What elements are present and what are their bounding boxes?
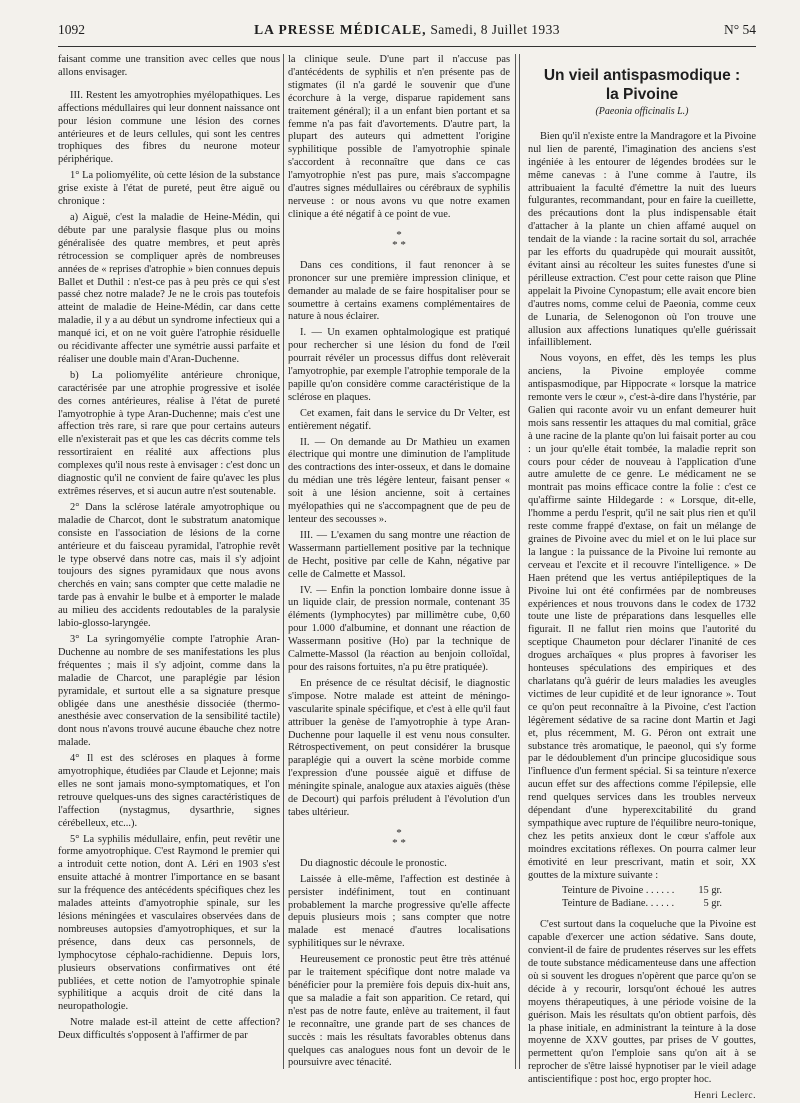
paragraph: 2° Dans la sclérose latérale amyotrophique ou maladie de Charcot, dont le substratum anatomique consiste en l'association de lésions de la corne antérieure et du faisceau pyramidal, l'atrophie revêt le type observé dans notre cas, mais il s'y adjoint toujours des signes pyramidaux que nous avons cherchés en vain; sans compter que cette maladie ne tarde pas à envahir le bulbe et à emporter le malade au milieu des accidents redoutables de la paralysie labio-glosso-laryngée.	[58, 501, 280, 630]
prescription	[562, 885, 722, 911]
paragraph: Du diagnostic découle le pronostic.	[300, 857, 447, 869]
header-rule	[58, 46, 756, 47]
column-left	[58, 54, 280, 1070]
journal-title	[118, 22, 696, 38]
paragraph: II. — On demande au Dr Mathieu un examen électrique qui montre une diminution de l'amplitude des contractions des inter-osseux, et dans le domaine du médian une très légère lenteur, faisant penser « soit à une lésion ancienne, soit à certaines myélopathies qui ne s'accompagnent que de peu de lenteur des secousses ».	[288, 436, 510, 525]
paragraph: Nous voyons, en effet, dès les temps les plus anciens, la Pivoine employée comme antispasmodique, par Hippocrate « lorsque la matrice remonte vers le cœur », c'est-à-dire dans l'hystérie, par Galien qui raconte avoir vu un enfant demeurer huit mois sans ressentir les attaques du mal comitial, grâce à une racine de la plante qu'on lui faisait porter au cou : un jour qu'elle était tombée, la maladie reprit son cours pour céder de nouveau à l'application d'une autre amulette de ce genre. Le médicament ne se montrait pas moins efficace contre la folie : c'est ce qu'affirme sainte Hildegarde : « Lorsque, dit-elle, l'homme a perdu l'esprit, qu'il ne sait plus rien et qu'il reste comme frappé d'extase, on fait un mélange de graines de Pivoine avec du miel et on le lui place sur la langue : la puissance de la Pivoine lui remonte au cerveau et l'excite et il recouvre l'intelligence. » De Haen prétend que les vertus antiépileptiques de la Pivoine lui ont été confirmées par de nombreuses expériences et nous trouvons dans le codex de 1732 toute une liste de préparations dans lesquelles elle figurait. Il ne fallut rien moins que l'autorité du sceptique Chaumeton pour déclarer l'inanité de ces drogues archaïques « plus propres à favoriser les honteuses spéculations des empiriques et des charlatans qu'à guérir de leurs maladies les aveugles victimes de leur cupidité et de leur ignorance ». Tout ce qu'on peut reconnaître à la Pivoine, c'est l'action légèrement sédative de sa racine dont Martin et Jagi et, plus récemment, M. G. Péron ont extrait une substance très aromatique, le paeonol, qui s'y forme par le dédoublement d'un principe glucosidique sous l'influence d'un ferment spécial. Si sa teinture n'exerce aucun effet sur des affections comme l'épilepsie, elle rend quelques services dans les troubles nerveux dépendant d'une hyperexcitabilité du grand sympathique avec rupture de l'équilibre neuro-tonique, chez les petits anxieux dont le cœur s'affole aux moindres excitations réflexes. On pourra calmer leur émotivité en leur prescrivant, matin et soir, XX gouttes de la mixture suivante :	[528, 353, 756, 881]
paragraph: faisant comme une transition avec celles que nous allons envisager.	[58, 54, 280, 78]
column-middle	[288, 54, 510, 1070]
separator-stars: * *	[392, 836, 406, 849]
page-header	[58, 22, 756, 44]
column-right-article	[528, 54, 756, 1102]
paragraph: C'est surtout dans la coqueluche que la Pivoine est capable d'exercer une action sédative. Sans doute, convient-il de faire de prudentes réserves sur les effets de toute substance médicamenteuse dans une affection où si souvent les drogues n'opèrent que parce qu'on se décide à y recourir, lorsqu'ont échoué les autres moyens thérapeutiques, à une période voisine de la guérison. Mais les résultats qu'on obtient parfois, dès la phase initiale, en administrant la teinture à la dose moyenne de XXV gouttes, par prises de V gouttes, permettent qu'on l'emploie sans qu'on ait à se reprocher de s'être laissé hypnotiser par le vieil adage antiscientifique : post hoc, ergo propter hoc.	[528, 919, 756, 1086]
section-separator	[288, 230, 510, 250]
separator-stars: * *	[392, 238, 406, 251]
ingredient-name: Teinture de Badiane. . . . . .	[562, 898, 675, 910]
issue-date: Samedi, 8 Juillet 1933	[430, 22, 560, 37]
article-title-line: la Pivoine	[605, 86, 679, 103]
paragraph: III. Restent les amyotrophies myélopathiques. Les affections médullaires qui leur donnent naissance ont pour lésion commune une lésion des cornes antérieures et de leurs cellules, qui sont les centres trophiques des fibres du neurone moteur périphérique.	[58, 89, 280, 166]
paragraph: I. — Un examen ophtalmologique est pratiqué pour rechercher si une lésion du fond de l'œil pourrait révéler un processus diffus dont relèverait l'amyotrophie, par exemple l'atrophie temporale de la papille qu'on considère comme caractéristique de la sclérose en plaques.	[288, 327, 510, 403]
ingredient-quantity: 15 gr.	[698, 885, 722, 897]
paragraph: a) Aiguë, c'est la maladie de Heine-Médin, qui débute par une paralysie flasque plus ou moins généralisée des quatre membres, et peut après rétrocession se compliquer après de nombreuses années de « reprises d'atrophie » bien connues depuis Ballet et Duthil : n'est-ce pas à peu près ce qui s'est passé chez notre malade? Je ne le crois pas toutefois atteint de maladie de Heine-Médin, car dans cette maladie, il y a au début un syndrome infectieux qui a manqué ici, et on ne voit guère l'atrophie résiduelle ou récidivante affecter une symétrie aussi parfaite et réaliser une double main d'Aran-Duchenne.	[58, 211, 280, 365]
article-title	[528, 66, 756, 104]
paragraph: En présence de ce résultat décisif, le diagnostic s'impose. Notre malade est atteint de méningo-vascularite spinale spécifique, et c'est à elle qu'il faut attribuer la genèse de l'amyotrophie à type Aran-Duchenne pour laquelle il est venu nous consulter. Rétrospectivement, on peut considérer la brusque paraplégie qui a ouvert la scène morbide comme l'expression d'une poussée aiguë et diffuse de méningite spinale, analogue aux ataxies aiguës (thèse de Decourt) qui parfois préludent à l'évolution d'un tabes ultérieur.	[288, 677, 510, 818]
section-separator	[288, 828, 510, 848]
page-number: 1092	[58, 22, 85, 37]
prescription-line	[562, 898, 722, 911]
separator-star: *	[396, 228, 402, 241]
column-divider	[515, 54, 516, 1069]
paragraph: Cet examen, fait dans le service du Dr Velter, est entièrement négatif.	[288, 407, 510, 432]
article-title-line: Un vieil antispasmodique :	[543, 67, 741, 84]
journal-name: LA PRESSE MÉDICALE,	[254, 22, 427, 37]
paragraph: IV. — Enfin la ponction lombaire donne issue à un liquide clair, de pression normale, contenant 35 éléments (lymphocytes) par millimètre cube, 0,60 pour 1.000 d'albumine, et donnant une réaction de Wassermann positive (Ho) par la technique de Calmette-Massol (la réaction au benjoin colloïdal, pour des raisons fortuites, n'a pu être pratiquée).	[288, 584, 510, 673]
paragraph: 5° La syphilis médullaire, enfin, peut revêtir une forme amyotrophique. C'est Raymond le premier qui a introduit cette notion, dont A. Léri en 1903 s'est ensuite attaché à montrer l'importance en se basant sur la fréquence des antécédents spécifiques chez les malades atteints d'amyotrophie spinale, sur les lésions méningées et vasculaires observées dans de nombreuses autopsies d'amyotrophiques, et sur la présence, dans deux cas personnels, de lymphocytose céphalo-rachidienne. Depuis lors, plusieurs observations confirmatives ont été publiées, et cette notion de l'amyotrophie spinale syphilitique a acquis droit de cité dans la neuropathologie.	[58, 833, 280, 1013]
article-subtitle: (Paeonia officinalis L.)	[595, 106, 689, 117]
column-divider	[283, 54, 284, 1069]
paragraph: III. — L'examen du sang montre une réaction de Wassermann partiellement positive par la technique de Hecht, positive par celle de Kahn, négative par celle de Calmette et Massol.	[288, 529, 510, 580]
paragraph: la clinique seule. D'une part il n'accuse pas d'antécédents de syphilis et n'en présente pas de stigmates (il n'a gardé le souvenir que d'une écorchure à la verge, disparue rapidement sans traitement général); il a un enfant bien portant et sa femme n'a pas fait d'avortements. D'autre part, la plupart des auteurs qui admettent l'origine syphilitique possible de l'amyotrophie spinale s'accordent à reconnaître que dans ce cas l'amyotrophie n'est pas pure, mais s'accompagne d'autres signes médullaires ou cérébraux de syphilis nerveuse : or nous avons vu que notre examen clinique a été négatif à ce point de vue.	[288, 54, 510, 220]
ingredient-quantity: 5 gr.	[703, 898, 722, 910]
paragraph: Heureusement ce pronostic peut être très atténué par le traitement spécifique dont notre malade va bénéficier pour la première fois depuis dix-huit ans, que sa maladie a fait son apparition. Ce retard, qui n'est pas de notre faute, enlève au traitement, il faut le reconnaître, une grande part de ses chances de succès : mais les résultats favorables obtenus dans quelques cas analogues nous font un devoir de le poursuivre avec ténacité.	[288, 954, 510, 1069]
paragraph: Bien qu'il n'existe entre la Mandragore et la Pivoine nul lien de parenté, l'imagination des anciens s'est ingéniée à les entourer de légendes brodées sur le même canevas : à l'une comme à l'autre, ils attribuaient la faculté d'émettre la nuit des lueurs fulgurantes, recommandant, pour en faire la cueillette, des précautions dont la plus indispensable était d'attacher à la plante un chien affamé auquel on tendait de la viande : la racine sortait du sol, arrachée par les efforts du quadrupède qui mourait aussitôt, évitant ainsi au récolteur les suites funestes d'une si périlleuse extraction. C'est pour cette raison que Pline appelait la Pivoine Cynopastum; elle avait encore bien d'autres noms, comme celui de Paeonia, comme ceux de Lunaria, de Selenogonon où l'on trouve une allusion aux affections lunatiques qu'elle guérissait infailliblement.	[528, 130, 756, 349]
paragraph: 3° La syringomyélie compte l'atrophie Aran-Duchenne au nombre de ses manifestations les plus fréquentes ; mais il s'y adjoint, comme dans la maladie de Charcot, une paraplégie par lésion pyramidale, et surtout elle a sa signature presque obligée dans une anesthésie dissociée (thermo-anesthésie avec conservation de la sensibilité tactile) dont nous n'avons trouvé aucune ébauche chez notre malade.	[58, 633, 280, 749]
ingredient-name: Teinture de Pivoine . . . . . .	[562, 885, 675, 897]
issue-number: N° 54	[723, 22, 756, 37]
paragraph: Notre malade est-il atteint de cette affection? Deux difficultés s'opposent à l'affirmer de par	[58, 1017, 280, 1042]
separator-star: *	[396, 826, 402, 839]
paragraph: b) La poliomyélite antérieure chronique, caractérisée par une atrophie progressive et isolée des cornes antérieures, réalise à l'état de pureté l'amyotrophie à type Aran-Duchenne; mais c'est une affection très rare, si rare que pour certains auteurs elle n'existerait pas et que les cas décrits comme tels ressortiraient en réalité aux affections plus complexes qu'il nous reste à envisager : c'est donc un diagnostic qu'il ne convient de faire qu'avec les plus extrêmes réserves, et si aucun autre n'est soutenable.	[58, 369, 280, 497]
paragraph: Laissée à elle-même, l'affection est destinée à persister indéfiniment, tout en continuant probablement la marche progressive qu'elle affecte depuis plusieurs mois ; sans compter que notre malade est menacé d'autres localisations syphilitiques sur le névraxe.	[288, 873, 510, 950]
column-divider	[519, 54, 520, 1069]
paragraph: Dans ces conditions, il faut renoncer à se prononcer sur une première impression clinique, et demander au malade de se faire hospitaliser pour se soumettre à certains examens complémentaires de nature à nous éclairer.	[288, 259, 510, 323]
paragraph: 1° La poliomyélite, où cette lésion de la substance grise existe à l'état de pureté, peut être aiguë ou chronique :	[58, 170, 280, 208]
paragraph: 4° Il est des scléroses en plaques à forme amyotrophique, étudiées par Claude et Lejonne; mais elles ne sont jamais mono-symptomatiques, et l'on retrouve quelques-uns des signes caractéristiques de l'affection (nystagmus, dysarthrie, signes cérébelleux, etc...).	[58, 753, 280, 829]
author-signature: Henri Leclerc.	[694, 1091, 756, 1102]
prescription-line	[562, 885, 722, 898]
